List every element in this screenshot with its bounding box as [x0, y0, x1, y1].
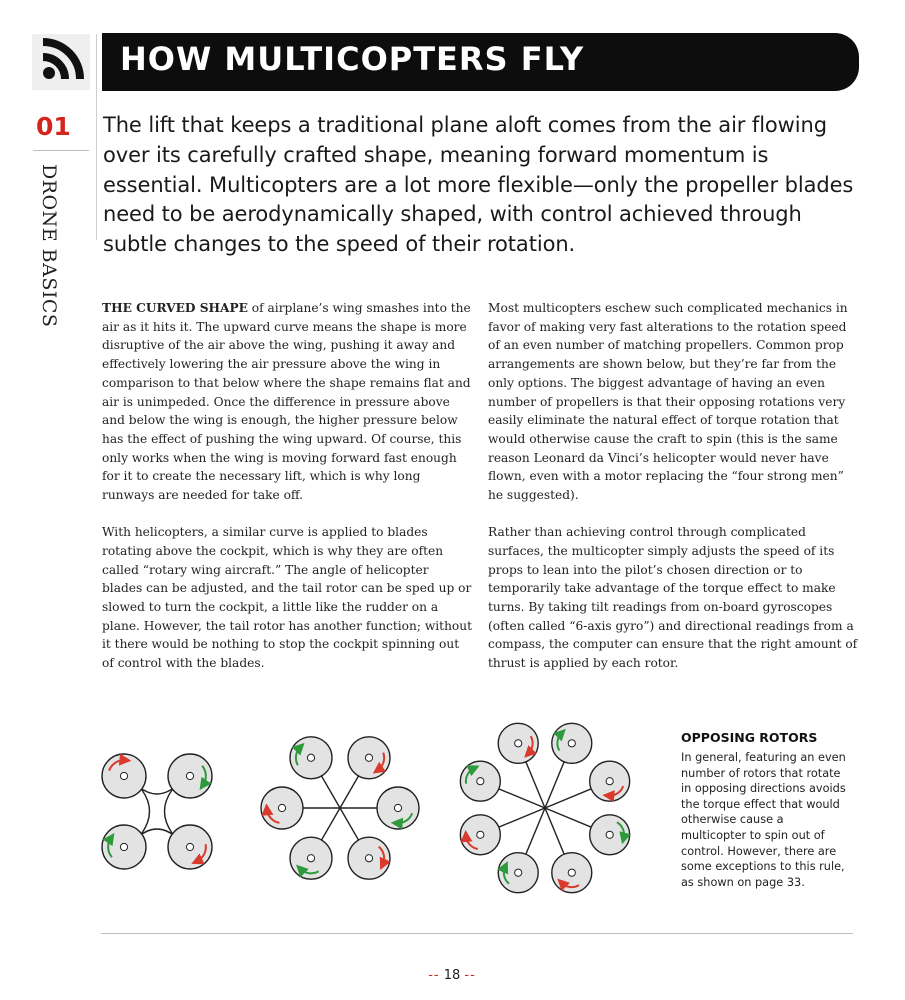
rotor-hub — [365, 855, 372, 862]
right-paragraph-1: Most multicopters eschew such complicated mechanics in favor of making very fast alterations to the rotation speed of an even number of matching propellers. Common prop arrangements are shown below, but they’re far from the only options. The biggest advantage of having an even number of propellers is that their opposing rotations very easily eliminate the natural effect of torque rotation that would otherwise cause the craft to spin (this is the same reason Leonard da Vinci’s helicopter would never have flown, even with a motor replacing the “four strong men” he suggested). — [488, 301, 848, 503]
rss-feed-icon — [36, 38, 86, 86]
rotor-hub — [120, 772, 127, 779]
rotor-hub — [365, 754, 372, 761]
footer-dash-right: -- — [464, 968, 476, 983]
rotor — [460, 761, 500, 801]
lead-in: THE CURVED SHAPE — [102, 301, 248, 315]
rotor-hub — [394, 804, 401, 811]
rotor — [377, 787, 419, 829]
rotor-hub — [307, 754, 314, 761]
footer-dash-left: -- — [428, 968, 440, 983]
intro-paragraph: The lift that keeps a traditional plane aloft comes from the air flowing over its carefully crafted shape, meaning forward momentum is essential. Multicopters are a lot more flexible—only the propeller blades need to be aerodynamically shaped, with control achieved through subtle changes to the speed of their rotation. — [103, 113, 854, 257]
rotor-hub — [120, 843, 127, 850]
rotor — [590, 815, 630, 855]
footer-divider — [101, 933, 853, 934]
sidebar-title: OPPOSING ROTORS — [681, 730, 818, 745]
title-bar — [102, 33, 859, 91]
rotor — [498, 723, 538, 763]
rotor-hub — [606, 831, 613, 838]
right-column — [488, 299, 858, 673]
page-footer — [428, 968, 476, 983]
left-paragraph-1 — [102, 299, 472, 505]
rotor — [590, 761, 630, 801]
left-paragraph-2: With helicopters, a similar curve is applied to blades rotating above the cockpit, which is why they are often called “rotary wing aircraft.” The angle of helicopter blades can be adjusted, and the tail rotor can be sped up or slowed to turn the cockpit, a little like the rudder on a plane. However, the tail rotor has another function; without it there would be nothing to stop the cockpit spinning out of control with the blades. — [102, 525, 472, 671]
rotor-hub — [606, 778, 613, 785]
sidebar-body: In general, featuring an even number of rotors that rotate in opposing directions avoids the torque effect that would otherwise cause a multicopter to spin out of control. However, there are some exceptions to this rule, as shown on page 33. — [681, 751, 846, 889]
rotor-hub — [307, 855, 314, 862]
rotor — [168, 825, 212, 869]
rotor — [261, 787, 303, 829]
rotor-hub — [186, 772, 193, 779]
rotor — [102, 754, 146, 798]
rotor-hub — [515, 869, 522, 876]
rotor — [348, 737, 390, 779]
rotor-hub — [477, 831, 484, 838]
rotor — [290, 837, 332, 879]
rotor — [552, 723, 592, 763]
rotor-hub — [278, 804, 285, 811]
octocopter-diagram — [460, 723, 629, 892]
chapter-divider — [33, 150, 89, 151]
rotor — [102, 825, 146, 869]
page-number: 18 — [443, 968, 461, 983]
rotor-diagrams — [90, 716, 680, 906]
chapter-number: 01 — [36, 112, 71, 141]
left-column — [102, 299, 472, 673]
rotor — [348, 837, 390, 879]
rotor — [552, 853, 592, 893]
rotor-hub — [186, 843, 193, 850]
quadcopter-diagram — [102, 754, 212, 869]
chapter-label: DRONE BASICS — [38, 164, 60, 328]
rotor-hub — [515, 740, 522, 747]
page-title: HOW MULTICOPTERS FLY — [120, 40, 585, 78]
rss-icon-box — [32, 34, 90, 90]
right-paragraph-2: Rather than achieving control through complicated surfaces, the multicopter simply adjusts the speed of its props to lean into the pilot’s chosen direction or to temporarily take advantage of the torque effect to make turns. By taking tilt readings from on-board gyroscopes (often called “6-axis gyro”) and directional readings from a compass, the computer can ensure that the right amount of thrust is applied by each rotor. — [488, 525, 858, 671]
rotor — [460, 815, 500, 855]
rotor — [498, 853, 538, 893]
rotor-hub — [477, 778, 484, 785]
left-paragraph-1-text: of airplane’s wing smashes into the air as it hits it. The upward curve means the shape is more disruptive of the air above the wing, pushing it away and effectively lowering the air pressure above the wing in comparison to that below where the shape remains flat and air is unimpeded. Once the difference in pressure above and below the wing is enough, the higher pressure below has the effect of pushing the wing upward. Of course, this only works when the wing is moving forward fast enough for it to create the necessary lift, which is why long runways are needed for take off. — [102, 301, 471, 503]
header-divider — [96, 34, 97, 240]
rotor — [168, 754, 212, 798]
rotor — [290, 737, 332, 779]
hexacopter-diagram — [261, 737, 419, 879]
quad-frame — [138, 786, 176, 837]
rotor-hub — [568, 740, 575, 747]
rotor-hub — [568, 869, 575, 876]
